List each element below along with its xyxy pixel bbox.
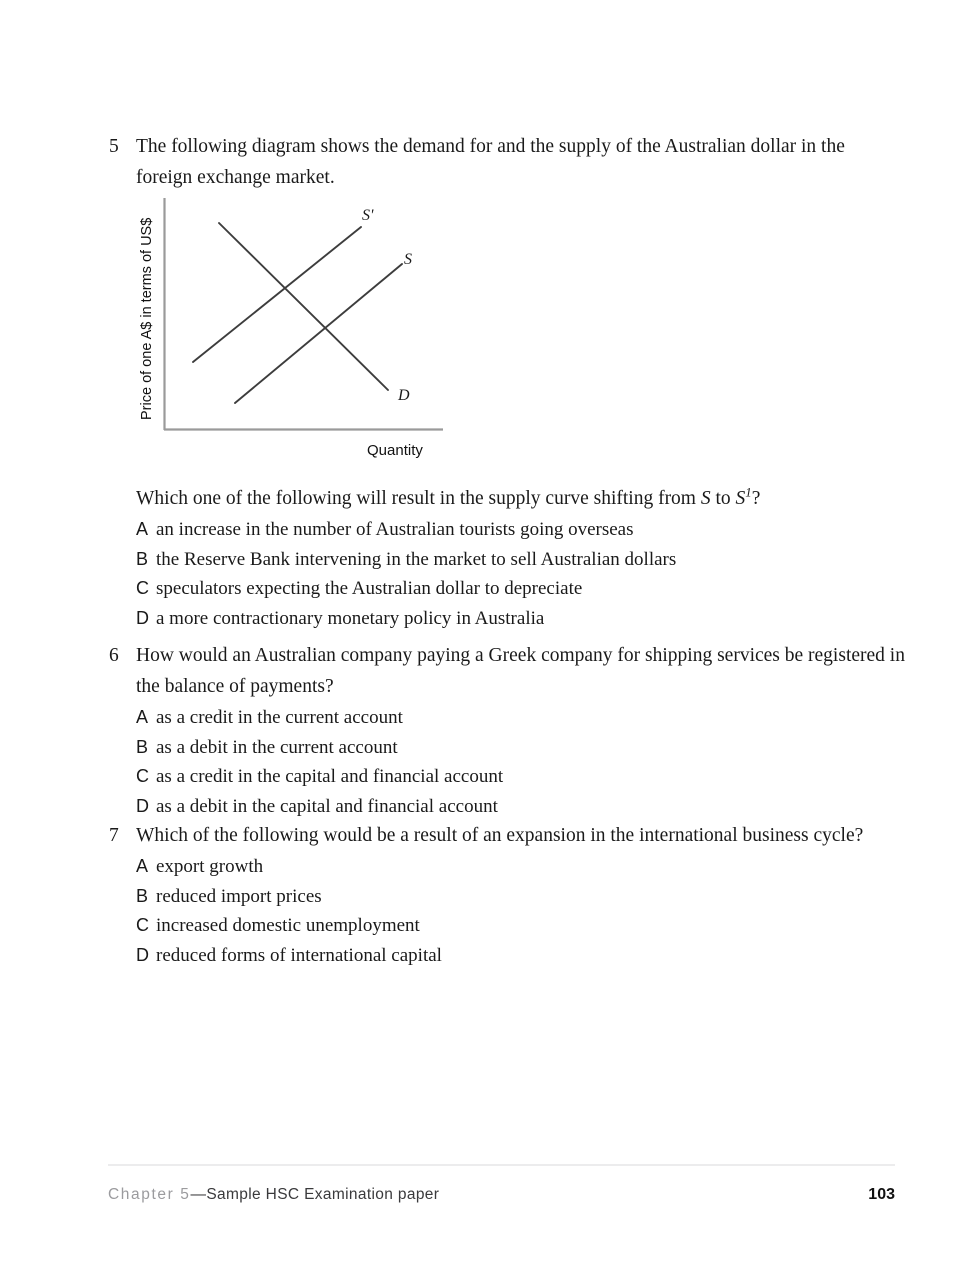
option-7-a-letter: A — [136, 856, 149, 876]
option-6-b-letter: B — [136, 736, 149, 757]
question-7-options — [105, 852, 905, 970]
chart-y-axis-label: Price of one A$ in terms of US$ — [139, 217, 155, 420]
supply-demand-diagram — [130, 192, 470, 477]
option-5-c-letter: C — [136, 578, 149, 598]
footer-page-number: 103 — [868, 1186, 895, 1203]
option-7-b-letter: B — [136, 885, 149, 906]
option-6-a[interactable] — [105, 703, 905, 733]
question-5-stem-line-2: foreign exchange market. — [136, 167, 335, 188]
question-6-stem-line-1: How would an Australian company paying a Greek company for shipping services be registered in — [136, 645, 905, 666]
question-5-prompt-symbol-s-prime: $S^1$ — [735, 485, 752, 509]
option-5-a-letter: A — [136, 519, 149, 539]
question-7-number: 7 — [109, 825, 119, 846]
option-6-d-letter: D — [136, 795, 149, 816]
option-6-b[interactable] — [105, 733, 905, 763]
page-footer — [108, 1183, 895, 1207]
option-7-d-letter: D — [136, 944, 149, 965]
option-7-a[interactable] — [105, 852, 905, 882]
option-5-b-letter: B — [136, 548, 149, 569]
question-5-prompt-prefix: Which one of the following will result in the supply curve shifting from — [136, 488, 701, 509]
question-6-stem-line-2: the balance of payments? — [136, 676, 334, 697]
question-6-number: 6 — [109, 645, 119, 666]
question-6-stem — [105, 640, 905, 702]
chart-label-s-prime: S' — [362, 207, 374, 224]
question-7-stem — [105, 820, 905, 851]
option-6-c[interactable] — [105, 762, 905, 792]
chart-label-d: D — [398, 387, 410, 404]
option-6-d[interactable] — [105, 792, 905, 822]
footer-divider — [108, 1164, 895, 1166]
option-5-d-text: a more contractionary monetary policy in Australia — [156, 607, 545, 629]
chart-curve-d — [219, 223, 388, 390]
option-7-c-letter: C — [136, 915, 149, 935]
option-7-c-text: increased domestic unemployment — [156, 915, 420, 936]
option-5-c[interactable] — [105, 574, 905, 604]
footer-chapter-label: Chapter 5 — [108, 1186, 191, 1203]
option-5-a[interactable] — [105, 515, 905, 545]
question-5-number: 5 — [109, 136, 119, 157]
question-5-prompt — [105, 483, 905, 514]
question-5-stem — [105, 131, 905, 193]
option-7-b-text: reduced import prices — [156, 885, 322, 907]
option-7-a-text: export growth — [156, 856, 264, 877]
option-6-c-letter: C — [136, 766, 149, 786]
question-5 — [105, 131, 905, 193]
option-6-a-text: as a credit in the current account — [156, 707, 403, 728]
question-5-prompt-suffix: ? — [751, 488, 761, 509]
question-6-options — [105, 703, 905, 821]
option-5-b[interactable] — [105, 545, 905, 575]
option-6-c-text: as a credit in the capital and financial account — [156, 766, 504, 787]
question-5-options — [105, 515, 905, 633]
option-5-a-text: an increase in the number of Australian tourists going overseas — [156, 519, 634, 540]
chart-curve-s — [235, 264, 402, 403]
option-6-d-text: as a debit in the capital and financial account — [156, 795, 498, 817]
question-6 — [105, 640, 905, 821]
option-7-b[interactable] — [105, 882, 905, 912]
question-7 — [105, 820, 905, 970]
option-5-b-text: the Reserve Bank intervening in the market to sell Australian dollars — [156, 548, 677, 570]
question-7-stem-line-1: Which of the following would be a result of an expansion in the international business cycle? — [136, 825, 864, 846]
footer-caption — [108, 1183, 439, 1207]
footer-title-label: —Sample HSC Examination paper — [190, 1186, 440, 1203]
option-6-b-text: as a debit in the current account — [156, 736, 398, 758]
option-5-c-text: speculators expecting the Australian dollar to depreciate — [156, 578, 583, 599]
option-5-d[interactable] — [105, 604, 905, 634]
option-5-d-letter: D — [136, 607, 149, 628]
chart-curve-s-prime — [193, 227, 361, 362]
option-7-d[interactable] — [105, 941, 905, 971]
option-7-d-text: reduced forms of international capital — [156, 944, 442, 966]
chart-x-axis-label: Quantity — [367, 442, 423, 459]
chart-label-s: S — [404, 251, 412, 268]
question-5-prompt-mid: to — [710, 488, 736, 509]
question-5-body — [105, 483, 905, 633]
option-6-a-letter: A — [136, 707, 149, 727]
option-7-c[interactable] — [105, 911, 905, 941]
question-5-stem-line-1: The following diagram shows the demand for and the supply of the Australian dollar in the — [136, 136, 845, 157]
question-5-prompt-symbol-s: S — [700, 488, 711, 509]
